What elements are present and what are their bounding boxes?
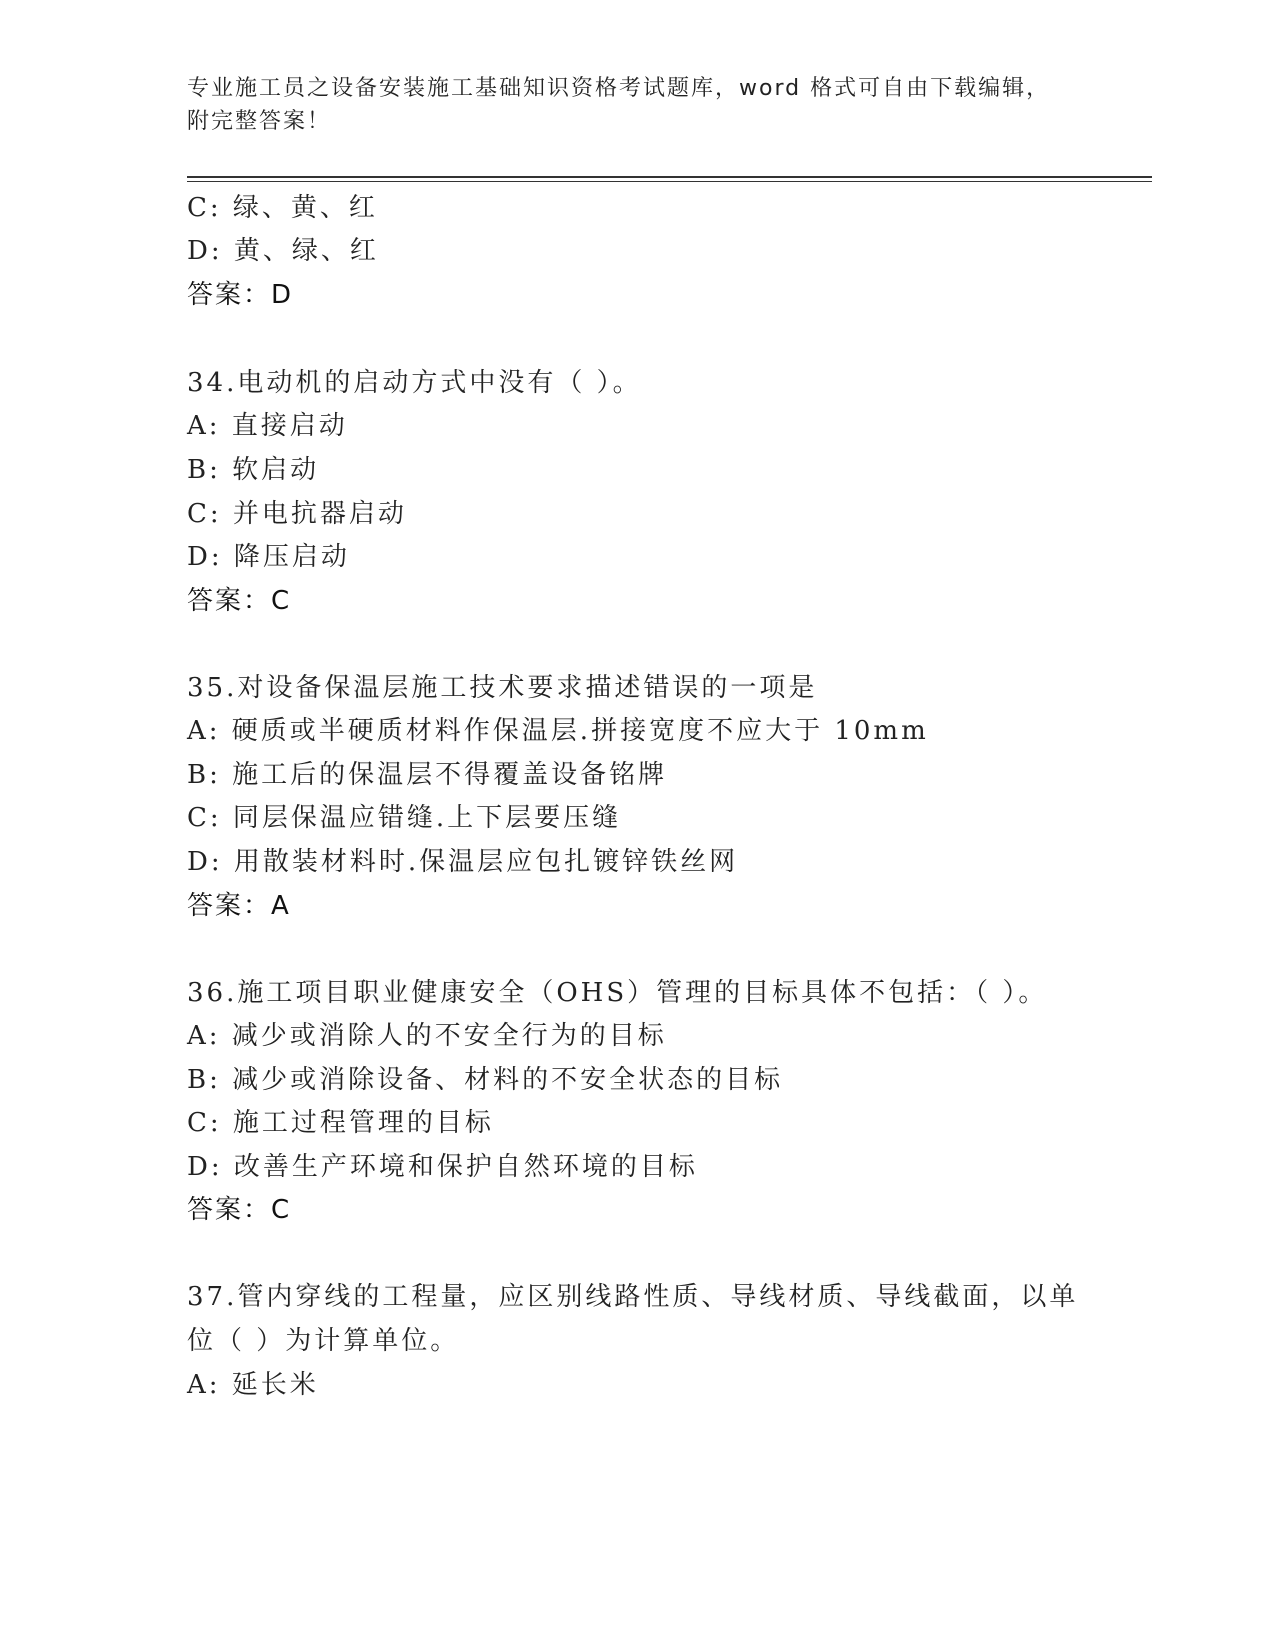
q35-option-c: C: 同层保温应错缝.上下层要压缝: [187, 803, 622, 833]
q35-answer: 答案：A: [187, 891, 291, 921]
q34-stem: 34.电动机的启动方式中没有（ ）。: [187, 368, 642, 398]
document-header: [187, 72, 1087, 138]
q36-option-d: D: 改善生产环境和保护自然环境的目标: [187, 1152, 698, 1182]
q36-option-c: C: 施工过程管理的目标: [187, 1108, 494, 1138]
q34-option-b: B: 软启动: [187, 455, 320, 485]
header-line-1: 专业施工员之设备安装施工基础知识资格考试题库，word 格式可自由下载编辑，: [187, 76, 1051, 101]
prev-answer: 答案：D: [187, 280, 294, 310]
q36-answer: 答案：C: [187, 1195, 292, 1225]
q35-option-b: B: 施工后的保温层不得覆盖设备铭牌: [187, 760, 668, 790]
header-divider-thin: [187, 181, 1152, 182]
q36-option-a: A: 减少或消除人的不安全行为的目标: [187, 1021, 667, 1051]
header-divider-thick: [187, 176, 1152, 178]
q34-option-c: C: 并电抗器启动: [187, 499, 407, 529]
q36-stem: 36.施工项目职业健康安全（OHS）管理的目标具体不包括：（ ）。: [187, 978, 1048, 1008]
q34-option-d: D: 降压启动: [187, 542, 350, 572]
prev-option-c: C: 绿、黄、红: [187, 193, 378, 223]
q34-answer: 答案：C: [187, 586, 292, 616]
q35-stem: 35.对设备保温层施工技术要求描述错误的一项是: [187, 673, 818, 703]
q36-option-b: B: 减少或消除设备、材料的不安全状态的目标: [187, 1065, 784, 1095]
q35-option-d: D: 用散装材料时.保温层应包扎镀锌铁丝网: [187, 847, 739, 877]
q34-option-a: A: 直接启动: [187, 411, 348, 441]
q37-option-a: A: 延长米: [187, 1370, 319, 1400]
q37-stem-line-1: 37.管内穿线的工程量，应区别线路性质、导线材质、导线截面，以单: [187, 1282, 1079, 1312]
q35-option-a: A: 硬质或半硬质材料作保温层.拼接宽度不应大于 10mm: [187, 716, 929, 746]
prev-option-d: D: 黄、绿、红: [187, 236, 379, 266]
header-line-2: 附完整答案！: [187, 109, 332, 134]
q37-stem-line-2: 位（ ）为计算单位。: [187, 1326, 460, 1356]
